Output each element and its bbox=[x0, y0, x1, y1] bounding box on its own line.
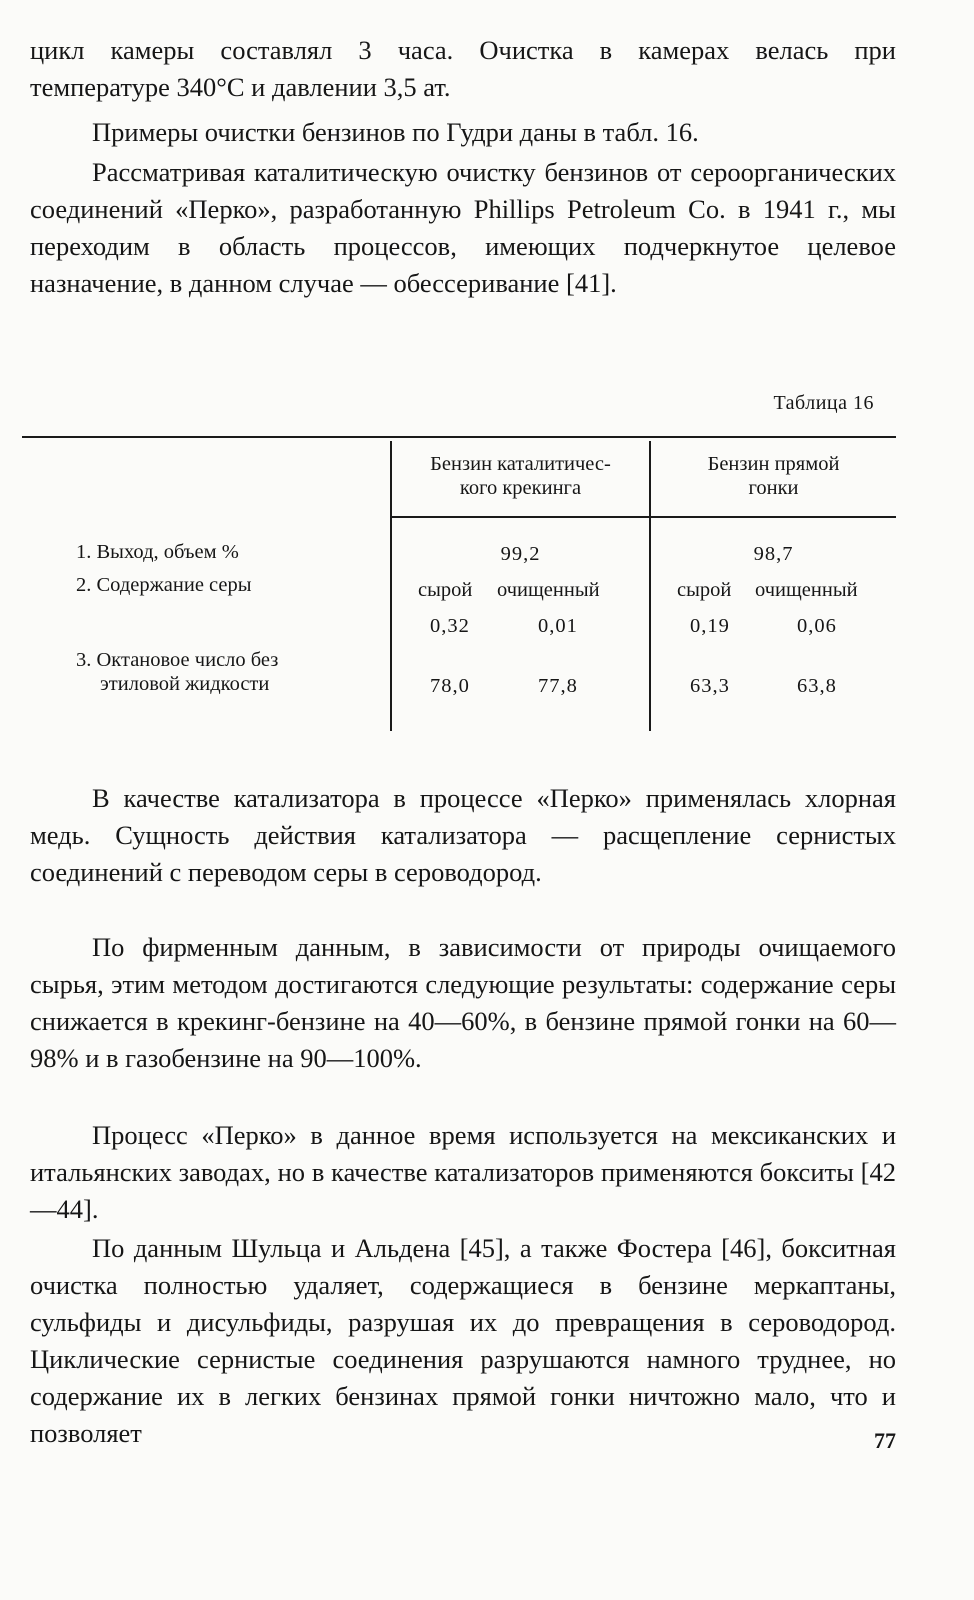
row-label-yield: 1. Выход, объем % bbox=[76, 541, 239, 563]
paragraph-text: По фирменным данным, в зависимости от природы очищаемого сырья, этим методом достигаются следующие результаты: содержание серы снижается в крекинг-бензине на 40—60%, в бензине прямой гонки на 60—98% и в газобензине на 90—100%. bbox=[30, 932, 896, 1073]
col-header-straight-run bbox=[651, 452, 896, 500]
paragraph-results bbox=[30, 929, 896, 1077]
paragraph-text: Примеры очистки бензинов по Гудри даны в табл. 16. bbox=[92, 117, 699, 147]
row-label-sulfur: 2. Содержание серы bbox=[76, 574, 252, 596]
cell-octane-cracking-raw: 78,0 bbox=[430, 675, 470, 697]
paragraph-perco-usage bbox=[30, 1117, 896, 1228]
col-header-line: Бензин прямой bbox=[707, 453, 840, 475]
sub-header-raw-cracking: сырой bbox=[418, 579, 473, 601]
paragraph-text: В качестве катализатора в процессе «Перко» применялась хлорная медь. Сущность действия катализатора — расщепление сернистых соединений с переводом серы в сероводород. bbox=[30, 783, 896, 887]
col-header-line: кого крекинга bbox=[459, 477, 582, 499]
cell-sulfur-cracking-raw: 0,32 bbox=[430, 615, 470, 637]
table-header-rule bbox=[392, 516, 896, 518]
cell-octane-cracking-purified: 77,8 bbox=[538, 675, 578, 697]
cell-sulfur-straight-raw: 0,19 bbox=[690, 615, 730, 637]
continuation-text bbox=[30, 32, 896, 106]
cell-octane-straight-raw: 63,3 bbox=[690, 675, 730, 697]
sub-header-purified-cracking: очищенный bbox=[497, 579, 600, 601]
continuation-line-2: температуре 340°С и давлении 3,5 ат. bbox=[30, 72, 451, 102]
cell-octane-straight-purified: 63,8 bbox=[797, 675, 837, 697]
row-label-octane bbox=[76, 648, 278, 696]
paragraph-bauxite bbox=[30, 1230, 896, 1452]
table-caption: Таблица 16 bbox=[773, 392, 874, 414]
page-number: 77 bbox=[874, 1428, 896, 1453]
paragraph-text: Процесс «Перко» в данное время используется на мексиканских и итальянских заводах, но в качестве катализаторов применяются бокситы [42—44]. bbox=[30, 1120, 896, 1224]
cell-yield-cracking: 99,2 bbox=[500, 543, 541, 565]
paragraph-perco-intro bbox=[30, 154, 896, 302]
continuation-line-1: цикл камеры составлял 3 часа. Очистка в камерах велась при bbox=[30, 35, 896, 65]
col-header-line: гонки bbox=[748, 477, 799, 499]
row-label-line: этиловой жидкости bbox=[100, 673, 270, 695]
cell-sulfur-straight-purified: 0,06 bbox=[797, 615, 837, 637]
table-top-rule bbox=[22, 436, 896, 438]
col-header-line: Бензин каталитичес- bbox=[430, 453, 611, 475]
paragraph-text: По данным Шульца и Альдена [45], а также Фостера [46], бокситная очистка полностью удаляет, содержащиеся в бензине меркаптаны, сульфиды и дисульфиды, разрушая их до превращения в сероводород. Циклические сернистые соединения разрушаются намного труднее, но содержание их в легких бензинах прямой гонки ничтожно мало, что и позволяет bbox=[30, 1233, 896, 1448]
paragraph-table-reference bbox=[30, 114, 896, 151]
row-label-line: 3. Октановое число без bbox=[76, 649, 279, 671]
cell-sulfur-cracking-purified: 0,01 bbox=[538, 615, 578, 637]
paragraph-catalyst bbox=[30, 780, 896, 891]
sub-header-raw-straight: сырой bbox=[677, 579, 732, 601]
col-header-cracking bbox=[392, 452, 649, 500]
cell-yield-straight: 98,7 bbox=[753, 543, 794, 565]
paragraph-text: Рассматривая каталитическую очистку бензинов от сероорганических соединений «Перко», разработанную Phillips Petroleum Co. в 1941 г., мы переходим в область процессов, имеющих подчеркнутое целевое назначение, в данном случае — обессеривание [41]. bbox=[30, 157, 896, 298]
sub-header-purified-straight: очищенный bbox=[755, 579, 858, 601]
